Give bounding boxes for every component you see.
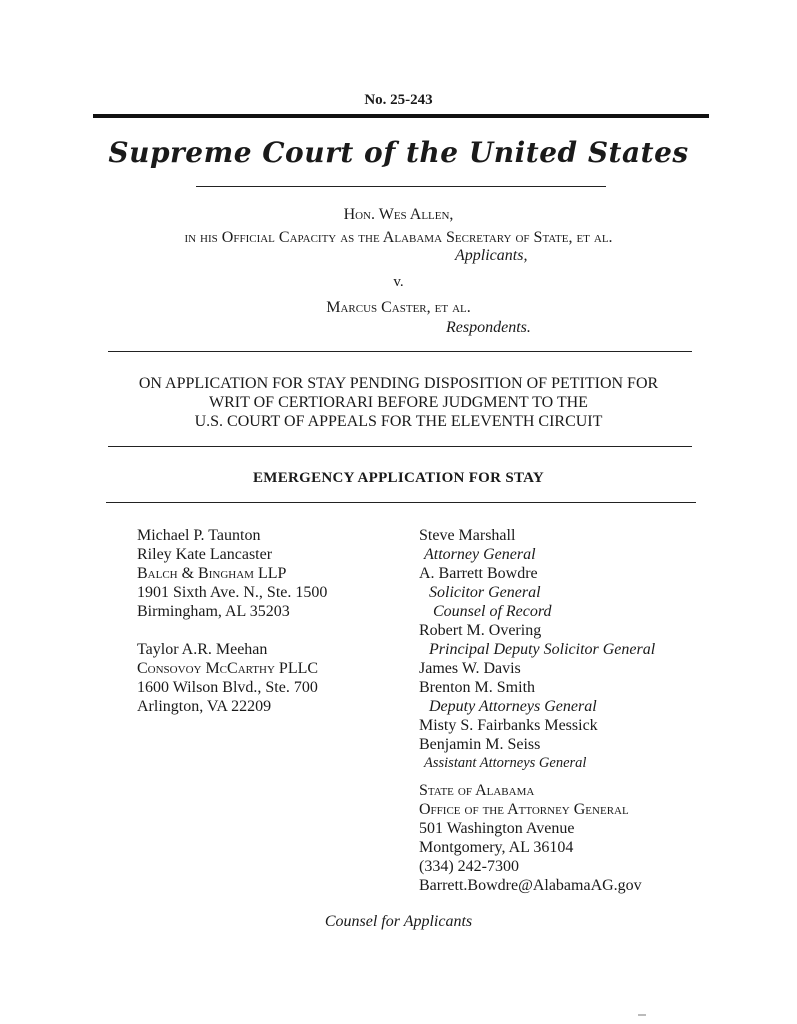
attorney-name: Michael P. Taunton — [137, 527, 261, 544]
proceeding-line: ON APPLICATION FOR STAY PENDING DISPOSITION OF PETITION FOR — [138, 375, 659, 392]
attorney-name: James W. Davis — [419, 660, 521, 677]
firm-address: Arlington, VA 22209 — [137, 698, 272, 715]
attorney-title: Deputy Attorneys General — [429, 698, 597, 715]
office-address: 501 Washington Avenue — [419, 820, 575, 837]
court-name: Supreme Court of the United States — [108, 136, 689, 169]
proceeding-rule — [108, 446, 692, 447]
respondent-role: Respondents. — [446, 319, 531, 336]
court-underline — [196, 186, 606, 187]
proceeding-heading — [0, 374, 797, 431]
attorney-name: Steve Marshall — [419, 527, 516, 544]
header-rule — [93, 114, 709, 118]
attorney-name: Riley Kate Lancaster — [137, 546, 273, 563]
attorney-title: Attorney General — [424, 546, 536, 563]
scan-mark — [638, 1014, 646, 1016]
firm-name: Consovoy McCarthy PLLC — [137, 660, 319, 677]
applicant-role: Applicants, — [455, 247, 528, 264]
attorney-name: Taylor A.R. Meehan — [137, 641, 268, 658]
docket-number: No. 25-243 — [364, 92, 433, 108]
attorney-name: Benjamin M. Seiss — [419, 736, 541, 753]
respondent-name: Marcus Caster, et al. — [326, 299, 471, 316]
firm-name: Balch & Bingham LLP — [137, 565, 287, 582]
proceeding-line: WRIT OF CERTIORARI BEFORE JUDGMENT TO THE — [209, 394, 588, 411]
document-title: EMERGENCY APPLICATION FOR STAY — [252, 470, 545, 486]
applicant-capacity: in his Official Capacity as the Alabama Secretary of State, et al. — [184, 229, 613, 246]
right-counsel-block — [419, 526, 655, 895]
attorney-name: Misty S. Fairbanks Messick — [419, 717, 598, 734]
title-rule — [106, 502, 696, 503]
caption-rule — [108, 351, 692, 352]
attorney-name: Brenton M. Smith — [419, 679, 536, 696]
office-phone: (334) 242-7300 — [419, 858, 519, 875]
left-counsel-block — [137, 526, 327, 716]
proceeding-line: U.S. COURT OF APPEALS FOR THE ELEVENTH CIRCUIT — [194, 413, 603, 430]
counsel-for-applicants: Counsel for Applicants — [324, 913, 473, 930]
attorney-title: Counsel of Record — [433, 603, 552, 620]
firm-address: Birmingham, AL 35203 — [137, 603, 290, 620]
attorney-name: Robert M. Overing — [419, 622, 542, 639]
office-email: Barrett.Bowdre@AlabamaAG.gov — [419, 877, 642, 894]
office-address: Montgomery, AL 36104 — [419, 839, 574, 856]
firm-address: 1600 Wilson Blvd., Ste. 700 — [137, 679, 318, 696]
attorney-title: Principal Deputy Solicitor General — [429, 641, 656, 658]
firm-address: 1901 Sixth Ave. N., Ste. 1500 — [137, 584, 328, 601]
applicant-name: Hon. Wes Allen, — [343, 206, 454, 223]
attorney-title: Solicitor General — [429, 584, 541, 601]
versus: v. — [393, 274, 404, 290]
attorney-title: Assistant Attorneys General — [424, 755, 587, 771]
office-name: Office of the Attorney General — [419, 801, 629, 818]
attorney-name: A. Barrett Bowdre — [419, 565, 538, 582]
office-state: State of Alabama — [419, 782, 535, 799]
